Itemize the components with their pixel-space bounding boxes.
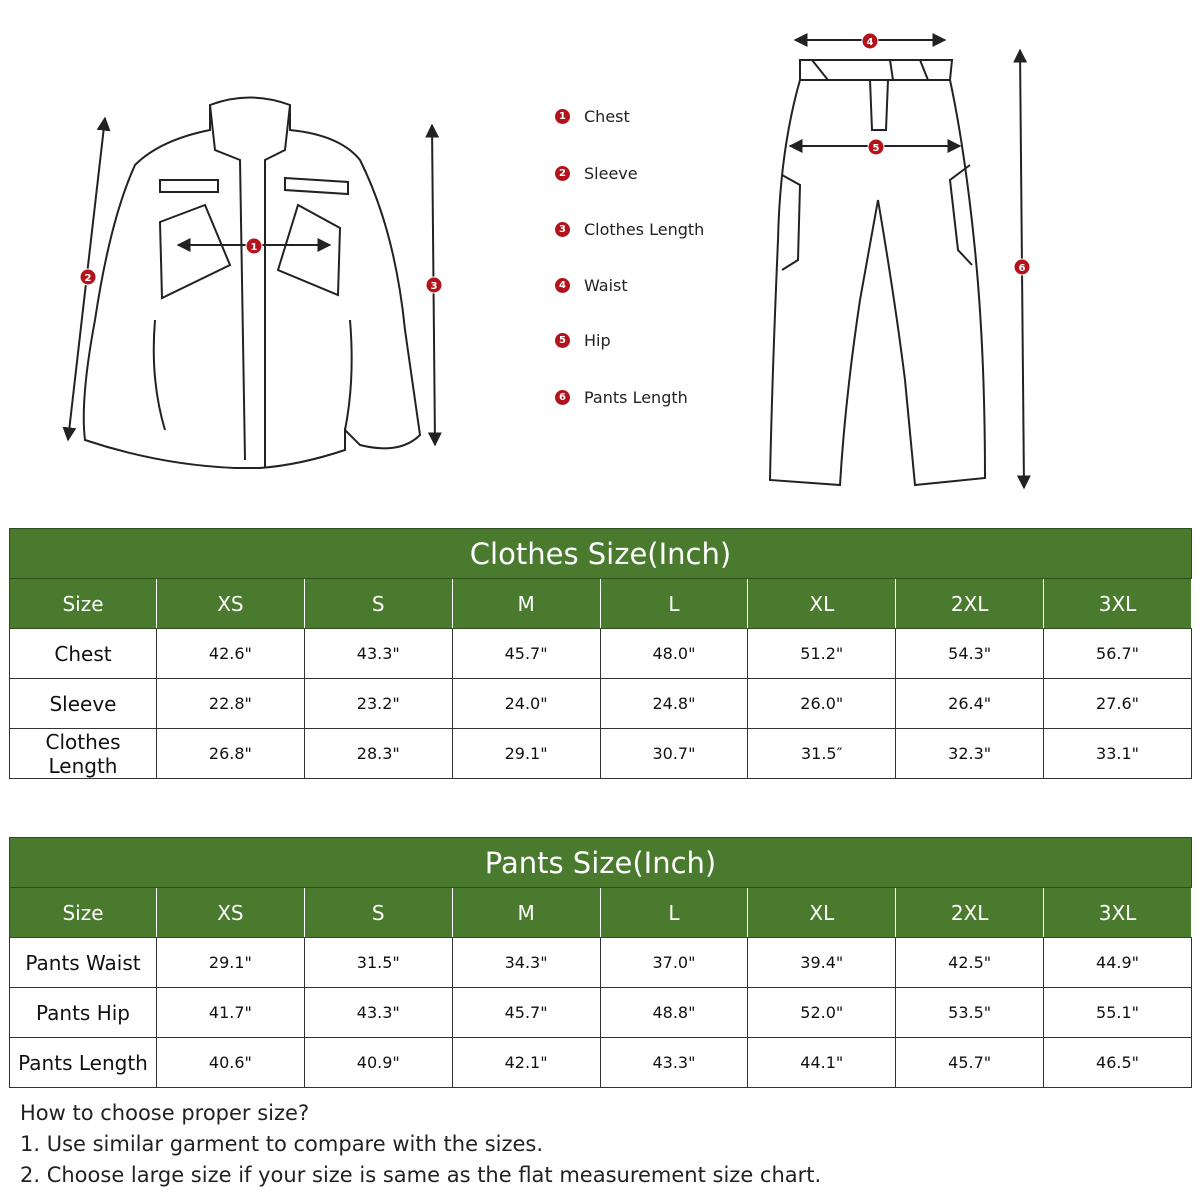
table-cell: 33.1"	[1044, 729, 1192, 779]
jacket-drawing	[84, 98, 420, 469]
column-header: L	[600, 579, 748, 629]
table-cell: 55.1"	[1044, 988, 1192, 1038]
legend-item-2	[555, 220, 704, 239]
marker-1-label: 1	[250, 242, 258, 253]
legend-label: Sleeve	[584, 164, 638, 183]
size-tips	[20, 1098, 821, 1191]
table-cell: 56.7"	[1044, 629, 1192, 679]
table-cell: 45.7"	[452, 988, 600, 1038]
column-header: XL	[748, 579, 896, 629]
row-label: Clothes Length	[10, 729, 157, 779]
table-cell: 42.1"	[452, 1038, 600, 1088]
table-cell: 52.0"	[748, 988, 896, 1038]
table-row	[10, 988, 1192, 1038]
table-header-row	[10, 579, 1192, 629]
pants-size-table	[9, 837, 1192, 1088]
row-label: Pants Hip	[10, 988, 157, 1038]
table-cell: 48.8"	[600, 988, 748, 1038]
table-cell: 29.1"	[452, 729, 600, 779]
legend-label: Waist	[584, 276, 628, 295]
number-badge-icon: 4	[555, 278, 570, 293]
table-cell: 28.3"	[304, 729, 452, 779]
row-label: Pants Waist	[10, 938, 157, 988]
number-badge-icon: 5	[555, 333, 570, 348]
column-header: S	[304, 888, 452, 938]
table-row	[10, 679, 1192, 729]
table-cell: 29.1"	[157, 938, 305, 988]
number-badge-icon: 6	[555, 390, 570, 405]
legend-item-5	[555, 388, 688, 407]
column-header: Size	[10, 888, 157, 938]
table-cell: 32.3"	[896, 729, 1044, 779]
column-header: M	[452, 888, 600, 938]
column-header: XL	[748, 888, 896, 938]
table-cell: 24.0"	[452, 679, 600, 729]
table-cell: 44.9"	[1044, 938, 1192, 988]
table-cell: 26.4"	[896, 679, 1044, 729]
column-header: S	[304, 579, 452, 629]
tip-2: 2. Choose large size if your size is same as the flat measurement size chart.	[20, 1163, 822, 1187]
table-cell: 26.8"	[157, 729, 305, 779]
table-cell: 44.1"	[748, 1038, 896, 1088]
column-header: 2XL	[896, 888, 1044, 938]
column-header: 2XL	[896, 579, 1044, 629]
table-cell: 40.6"	[157, 1038, 305, 1088]
clothes-size-table	[9, 528, 1192, 779]
table-cell: 51.2"	[748, 629, 896, 679]
table-title: Clothes Size(Inch)	[10, 529, 1192, 579]
table-cell: 23.2"	[304, 679, 452, 729]
tip-1: 1. Use similar garment to compare with the sizes.	[20, 1132, 544, 1156]
table-cell: 37.0"	[600, 938, 748, 988]
legend-label: Hip	[584, 331, 611, 350]
table-cell: 34.3"	[452, 938, 600, 988]
table-cell: 43.3"	[304, 988, 452, 1038]
table-cell: 31.5″	[748, 729, 896, 779]
table-cell: 48.0"	[600, 629, 748, 679]
number-badge-icon: 2	[555, 166, 570, 181]
table-cell: 24.8"	[600, 679, 748, 729]
row-label: Sleeve	[10, 679, 157, 729]
number-badge-icon: 1	[555, 109, 570, 124]
table-title-row	[10, 838, 1192, 888]
row-label: Chest	[10, 629, 157, 679]
table-row	[10, 629, 1192, 679]
table-cell: 30.7"	[600, 729, 748, 779]
column-header: 3XL	[1044, 888, 1192, 938]
legend-item-3	[555, 276, 628, 295]
table-cell: 45.7"	[896, 1038, 1044, 1088]
marker-6-label: 6	[1018, 263, 1026, 274]
column-header: M	[452, 579, 600, 629]
marker-5-label: 5	[872, 143, 880, 154]
garment-illustration	[0, 0, 1200, 500]
table-row	[10, 729, 1192, 779]
row-label: Pants Length	[10, 1038, 157, 1088]
legend-label: Clothes Length	[584, 220, 705, 239]
table-cell: 41.7"	[157, 988, 305, 1038]
column-header: XS	[157, 579, 305, 629]
marker-3-label: 3	[430, 281, 438, 292]
number-badge-icon: 3	[555, 222, 570, 237]
table-cell: 26.0"	[748, 679, 896, 729]
column-header: 3XL	[1044, 579, 1192, 629]
table-cell: 43.3"	[600, 1038, 748, 1088]
table-cell: 53.5"	[896, 988, 1044, 1038]
table-cell: 46.5"	[1044, 1038, 1192, 1088]
table-cell: 39.4"	[748, 938, 896, 988]
table-cell: 54.3"	[896, 629, 1044, 679]
table-cell: 27.6"	[1044, 679, 1192, 729]
column-header: XS	[157, 888, 305, 938]
table-cell: 43.3"	[304, 629, 452, 679]
legend-item-4	[555, 331, 611, 350]
table-row	[10, 1038, 1192, 1088]
table-cell: 22.8"	[157, 679, 305, 729]
table-title-row	[10, 529, 1192, 579]
table-cell: 42.5"	[896, 938, 1044, 988]
table-title: Pants Size(Inch)	[10, 838, 1192, 888]
table-cell: 42.6"	[157, 629, 305, 679]
marker-2-label: 2	[84, 273, 92, 284]
legend-label: Chest	[584, 107, 630, 126]
legend-label: Pants Length	[584, 388, 688, 407]
table-header-row	[10, 888, 1192, 938]
legend-item-0	[555, 107, 630, 126]
table-cell: 45.7"	[452, 629, 600, 679]
table-row	[10, 938, 1192, 988]
legend-item-1	[555, 164, 638, 183]
table-cell: 40.9"	[304, 1038, 452, 1088]
column-header: L	[600, 888, 748, 938]
marker-4-label: 4	[866, 37, 874, 48]
tips-heading: How to choose proper size?	[20, 1101, 310, 1125]
table-cell: 31.5"	[304, 938, 452, 988]
column-header: Size	[10, 579, 157, 629]
pants-drawing	[770, 60, 985, 485]
